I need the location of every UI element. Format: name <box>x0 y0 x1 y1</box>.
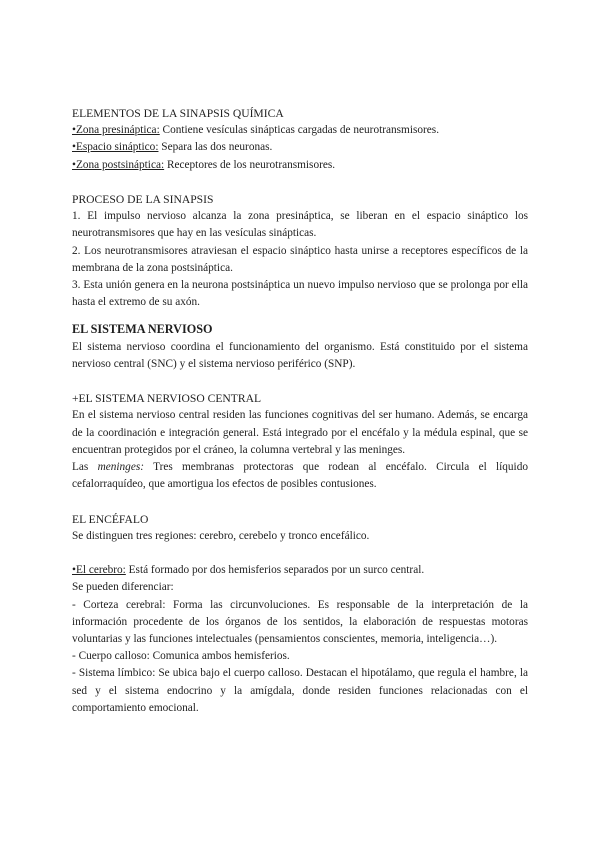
paragraph-sistema-nervioso: El sistema nervioso coordina el funcionamiento del organismo. Está constituido por el sistema nervioso central (SNC) y el sistema nervioso periférico (SNP). <box>72 340 528 370</box>
term-zona-postsinaptica: •Zona postsináptica: <box>72 158 165 171</box>
item-text: Separa las dos neuronas. <box>158 141 273 154</box>
list-item <box>72 122 528 139</box>
cerebro-part-cuerpo-calloso: - Cuerpo calloso: Comunica ambos hemisferios. <box>72 650 290 663</box>
meninges-prefix: Las <box>72 461 98 474</box>
cerebro-part-sistema-limbico: - Sistema límbico: Se ubica bajo el cuerpo calloso. Destacan el hipotálamo, que regula el hambre, la sed y el sistema endocrino y la amígdala, donde residen funciones relacionadas con el comportamiento emocional. <box>72 667 528 714</box>
section-title-snc: +EL SISTEMA NERVIOSO CENTRAL <box>72 392 262 406</box>
section-title-encefalo: EL ENCÉFALO <box>72 512 149 526</box>
paragraph-snc: En el sistema nervioso central residen las funciones cognitivas del ser humano. Además, se encarga de la coordinación e integración general. Está integrado por el encéfalo y la médula espinal, que se encuentran protegidos por el cráneo, la columna vertebral y las meninges. <box>72 409 528 456</box>
term-meninges: meninges: <box>97 461 145 474</box>
document-page <box>72 105 528 717</box>
cerebro-sub: Se pueden diferenciar: <box>72 581 174 594</box>
item-text: Contiene vesículas sinápticas cargadas de neurotransmisores. <box>159 124 440 137</box>
cerebro-heading <box>72 562 528 579</box>
item-text: Receptores de los neurotransmisores. <box>164 158 336 171</box>
proceso-step-2: 2. Los neurotransmisores atraviesan el espacio sináptico hasta unirse a receptores específicos de la membrana de la zona postsináptica. <box>72 244 528 274</box>
list-item <box>72 157 528 174</box>
cerebro-part-corteza: - Corteza cerebral: Forma las circunvoluciones. Es responsable de la interpretación de la información procedente de los órganos de los sentidos, la elaboración de respuestas motoras voluntarias y las funciones intelectuales (pensamientos conscientes, memoria, inteligencia…). <box>72 598 528 646</box>
section-title-sistema-nervioso: EL SISTEMA NERVIOSO <box>72 322 213 337</box>
cerebro-text: Está formado por dos hemisferios separados por un surco central. <box>125 564 425 577</box>
list-item <box>72 139 528 156</box>
paragraph-encefalo: Se distinguen tres regiones: cerebro, cerebelo y tronco encefálico. <box>72 529 370 542</box>
term-cerebro: •El cerebro: <box>72 564 126 577</box>
section-title-sinapsis-quimica: ELEMENTOS DE LA SINAPSIS QUÍMICA <box>72 107 284 120</box>
proceso-step-3: 3. Esta unión genera en la neurona postsináptica un nuevo impulso nervioso que se prolonga por ella hasta el extremo de su axón. <box>72 279 528 309</box>
section-title-proceso: PROCESO DE LA SINAPSIS <box>72 193 214 206</box>
proceso-step-1: 1. El impulso nervioso alcanza la zona presináptica, se liberan en el espacio sináptico los neurotransmisores que hay en las vesículas sinápticas. <box>72 210 528 240</box>
term-espacio-sinaptico: •Espacio sináptico: <box>72 141 159 154</box>
term-zona-presinaptica: •Zona presináptica: <box>72 124 160 137</box>
meninges-text: Tres membranas protectoras que rodean al encéfalo. Circula el líquido cefalorraquídeo, que amortigua los efectos de posibles contusiones. <box>72 461 528 491</box>
paragraph-meninges <box>72 459 528 493</box>
